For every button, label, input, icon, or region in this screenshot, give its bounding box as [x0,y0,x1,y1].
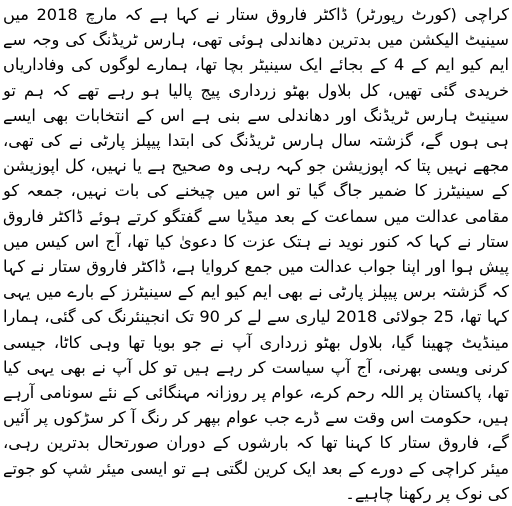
article-body: کراچی (کورٹ رپورٹر) ڈاکٹر فاروق ستار نے کہا ہے کہ مارچ 2018 میں سینیٹ الیکشن میں بدترین دھاندلی ہوئی تھی، ہارس ٹریڈنگ کی وجہ سے ایم کیو ایم کے 4 کے بجائے ایک سینیٹر بچا تھا، ہمارے لوگوں کی وفاداریاں خریدی گئی تھیں، کل بلاول بھٹو زرداری پیج پالیا ہو رہے تھے کہ ہم تو سینیٹ ہارس ٹریڈنگ اور دھاندلی سے بنی ہے اس کے انتخابات بھی ایسے ہی ہوں گے، گزشتہ سال ہارس ٹریڈنگ کی ابتدا پیپلز پارٹی نے کی تھی، مجھے نہیں پتا کہ اپوزیشن جو کہہ رہی وہ صحیح ہے یا نہیں، کل اپوزیشن کے سینیٹرز کا ضمیر جاگ گیا تو اس میں چیخنے کی بات نہیں، جمعہ کو مقامی عدالت میں سماعت کے بعد میڈیا سے گفتگو کرتے ہوئے ڈاکٹر فاروق ستار نے کہا کہ کنور نوید نے ہتک عزت کا دعویٰ کیا تھا، آج اس کیس میں پیش ہوا اور اپنا جواب عدالت میں جمع کروایا ہے، ڈاکٹر فاروق ستار نے کہا کہ گزشتہ برس پیپلز پارٹی نے بھی ایم کیو ایم کے سینیٹرز کے بارے میں یہی کہا تھا، 25 جولائی 2018 لیاری سے لے کر 90 تک انجینئرنگ کی گئی، ہمارا مینڈیٹ چھینا گیا، بلاول بھٹو زرداری آپ نے جو بویا تھا وہی کاٹا، جیسی کرنی ویسی بھرنی، آج آپ سیاست کر رہے ہیں تو کل آپ نے بھی یہی کیا تھا، پاکستان پر اللہ رحم کرے، عوام پر روزانہ مہنگائی کے نئے سونامی آرہے ہیں، حکومت اس وقت سے ڈرے جب عوام بپھر کر رنگ آ کر سڑکوں پر آئیں گے، فاروق ستار کا کہنا تھا کہ بارشوں کے دوران صورتحال بدترین رہی، میئر کراچی کے دورے کے بعد ایک کرین لگتی ہے تو ایسی میئر شپ کو جوتے کی نوک پر رکھنا چاہیے۔ [3,5,510,503]
